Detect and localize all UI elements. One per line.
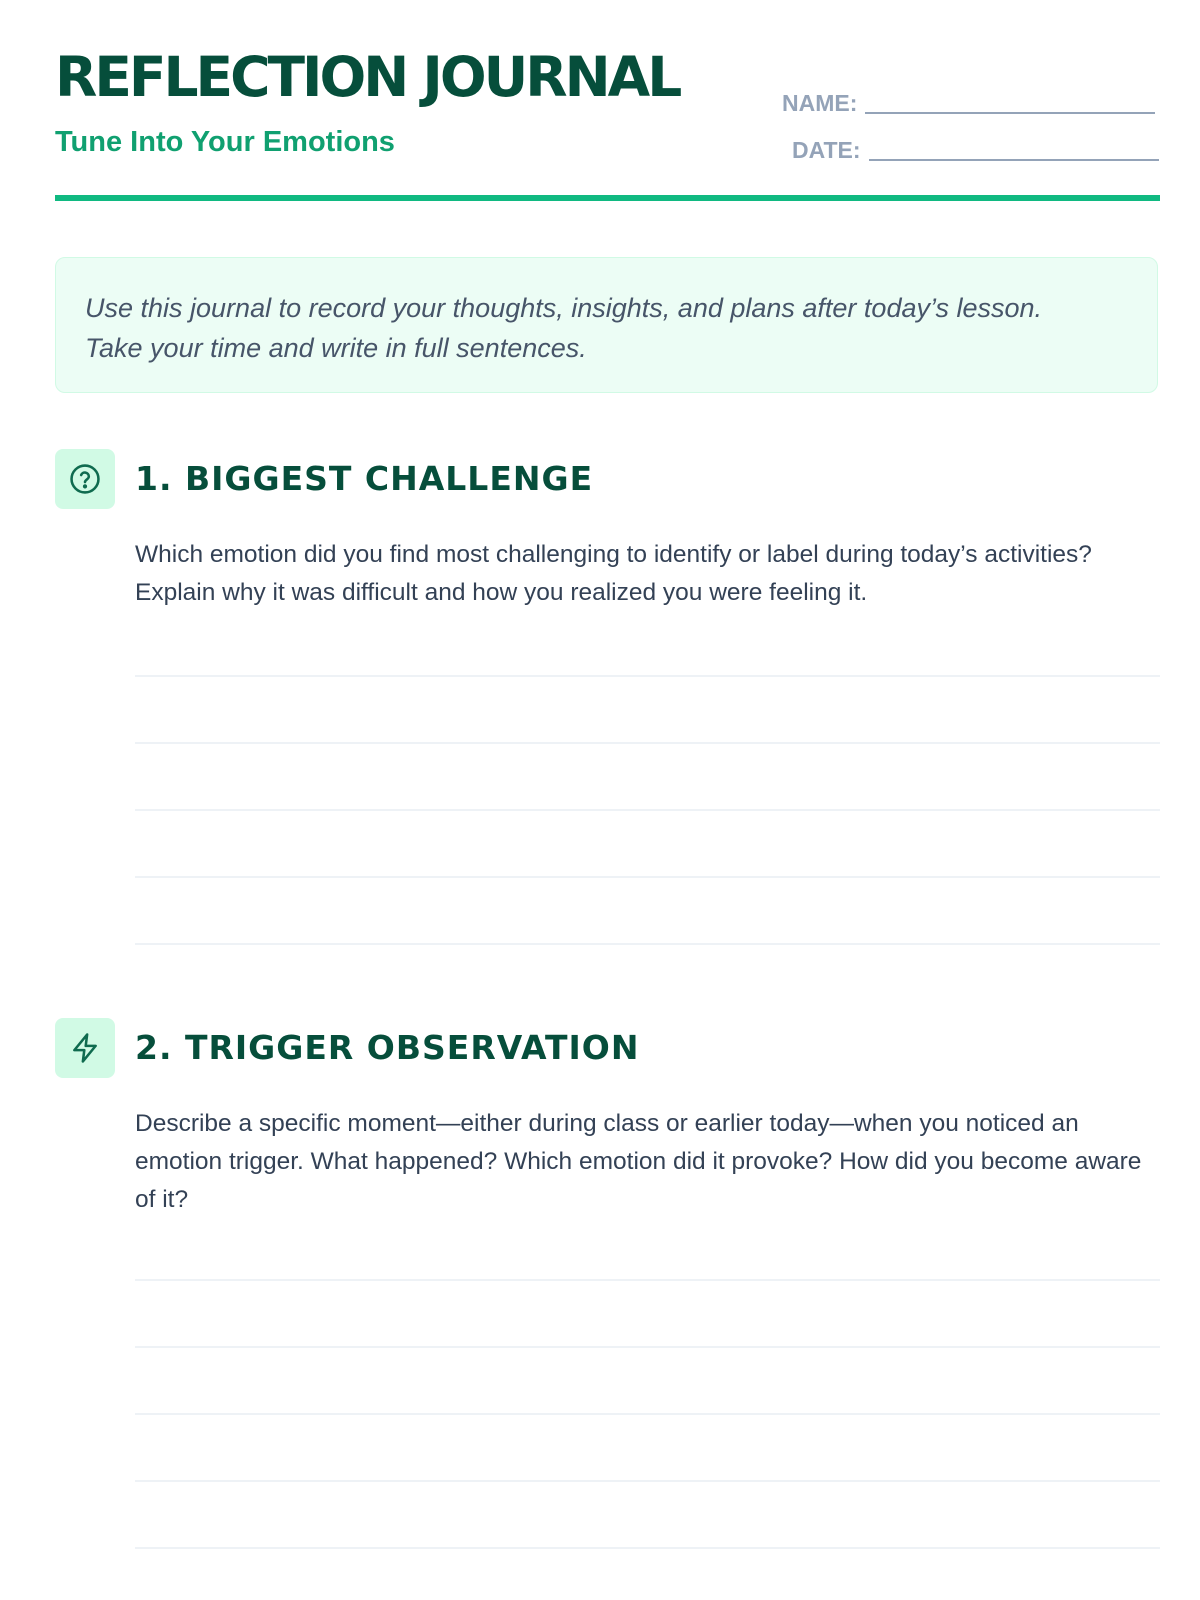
intro-line-1: Use this journal to record your thoughts, insights, and plans after today’s lesson. — [85, 293, 1043, 323]
intro-line-2: Take your time and write in full sentences. — [85, 333, 587, 363]
answer-line[interactable] — [135, 943, 1160, 945]
answer-line[interactable] — [135, 1279, 1160, 1281]
lightning-bolt-icon — [55, 1018, 115, 1078]
page-title: REFLECTION JOURNAL — [55, 45, 680, 109]
date-blank-line[interactable] — [869, 159, 1159, 161]
header-divider — [55, 195, 1160, 201]
question-circle-icon — [55, 449, 115, 509]
section-prompt: Describe a specific moment—either during class or earlier today—when you noticed an emotion trigger. What happened? Which emotion did it provoke? How did you become aware of it? — [135, 1110, 1142, 1213]
answer-line[interactable] — [135, 1413, 1160, 1415]
section-prompt: Which emotion did you find most challenging to identify or label during today’s activities? Explain why it was difficult and how you realized you were feeling it. — [135, 541, 1092, 606]
answer-line[interactable] — [135, 1547, 1160, 1549]
answer-line[interactable] — [135, 1346, 1160, 1348]
name-field[interactable] — [782, 92, 1155, 115]
intro-box — [55, 257, 1158, 393]
date-label: DATE: — [792, 137, 861, 163]
answer-line[interactable] — [135, 742, 1160, 744]
name-blank-line[interactable] — [865, 112, 1155, 114]
page-subtitle: Tune Into Your Emotions — [55, 126, 395, 158]
answer-line[interactable] — [135, 1480, 1160, 1482]
answer-line[interactable] — [135, 809, 1160, 811]
date-field[interactable] — [792, 139, 1159, 162]
name-label: NAME: — [782, 90, 858, 116]
answer-line[interactable] — [135, 876, 1160, 878]
journal-page — [55, 0, 1160, 1213]
answer-line[interactable] — [135, 675, 1160, 677]
section-title: 2. TRIGGER OBSERVATION — [135, 1028, 640, 1067]
page-header — [55, 0, 1160, 205]
section-title: 1. BIGGEST CHALLENGE — [135, 459, 594, 498]
